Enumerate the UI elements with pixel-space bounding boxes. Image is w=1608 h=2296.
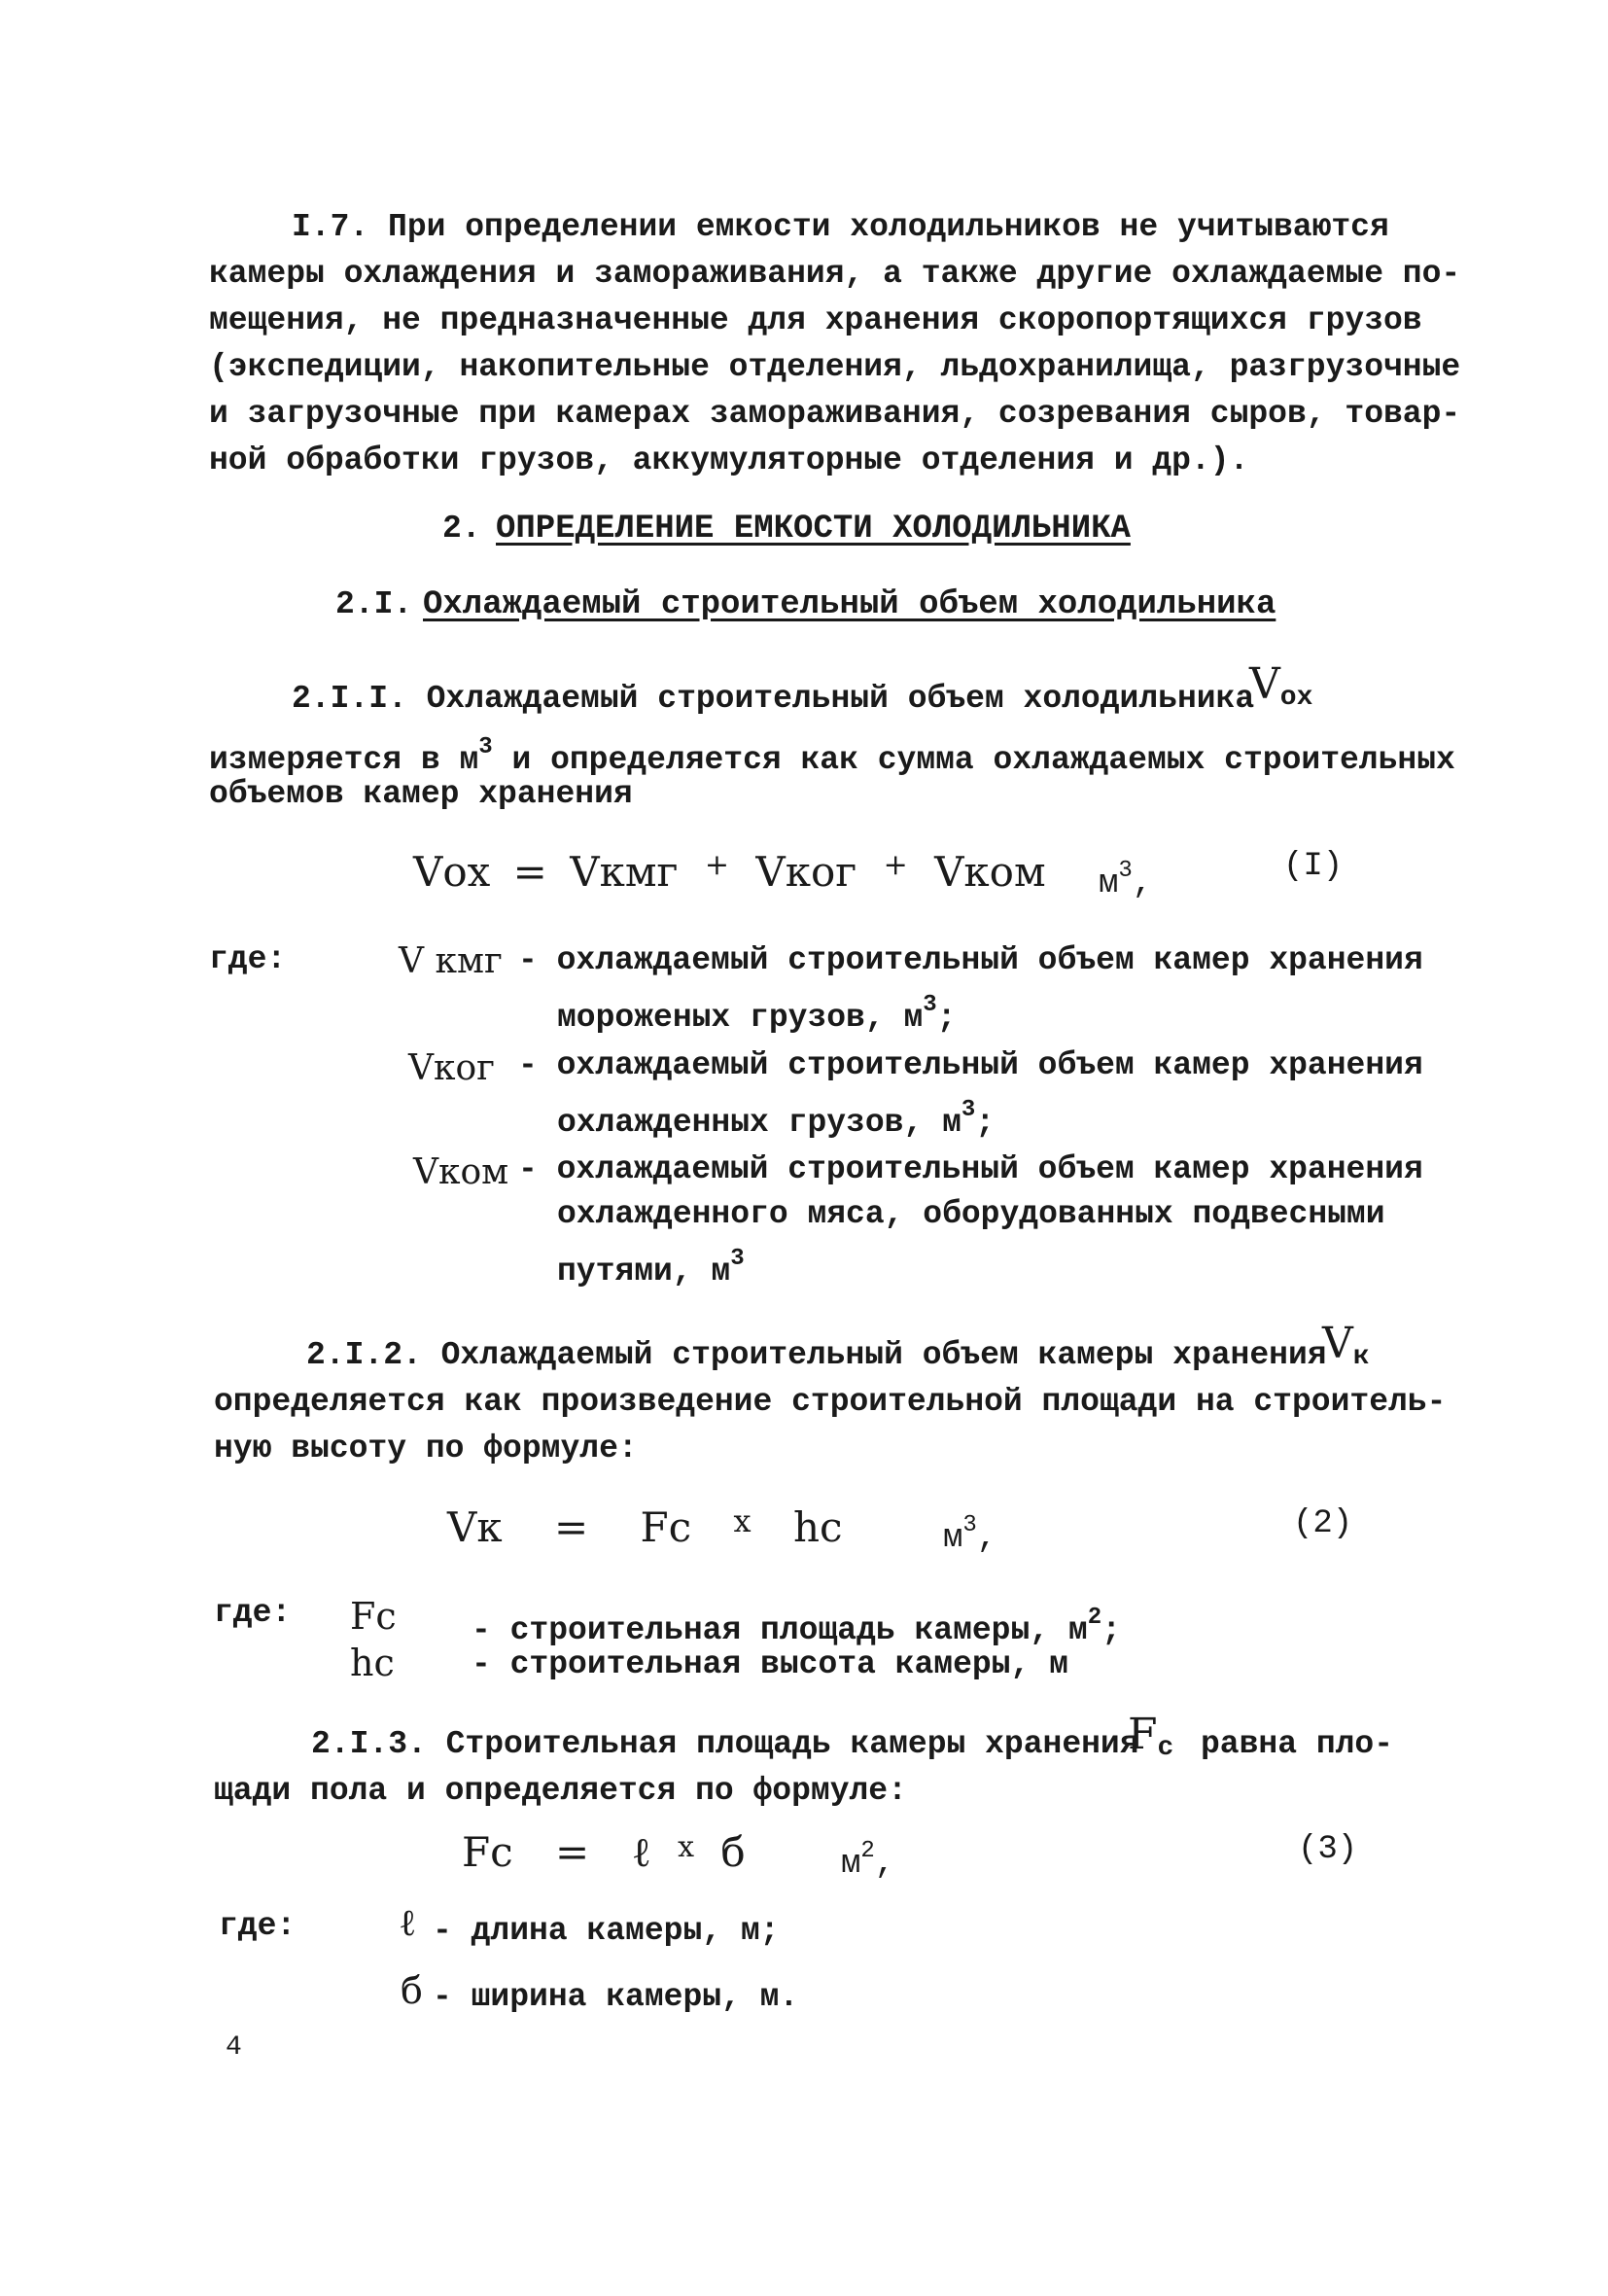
paragraph-2-1-2-line2: определяется как произведение строительной площади на строитель- (214, 1384, 1447, 1420)
paragraph-line: и загрузочные при камерах замораживания, созревания сыров, товар- (209, 396, 1461, 432)
vk-symbol: $V_к$ (1322, 1319, 1370, 1372)
symbol-length: ℓ (399, 1901, 417, 1944)
formula-3-unit: $м^2$, (841, 1838, 895, 1883)
paragraph-2-1-2-line3: ную высоту по формуле: (214, 1431, 638, 1466)
formula-3: Fс = ℓ $^х$ б (462, 1828, 746, 1876)
paragraph-2-1-1-line2: измеряется в $м^3$ и определяется как сумма охлаждаемых строительных (209, 734, 1455, 778)
section-2-title: ОПРЕДЕЛЕНИЕ ЕМКОСТИ ХОЛОДИЛЬНИКА (496, 511, 1131, 548)
formula-1: Vох = Vкмг + Vког + Vком (413, 848, 1046, 896)
paragraph-2-1-1-line1: 2.I.I. Охлаждаемый строительный объем холодильника (292, 681, 1255, 717)
formula-2-number: (2) (1293, 1505, 1353, 1542)
fc-symbol: $F_с$ (1128, 1710, 1174, 1763)
formula-2-unit: $м^3$, (943, 1512, 997, 1557)
symbol-vkom: Vком (413, 1152, 509, 1192)
definition-length: - длина камеры, м; (433, 1913, 780, 1949)
paragraph-2-1-3-line1-end: равна пло- (1201, 1726, 1394, 1762)
paragraph-line: (экспедиции, накопительные отделения, льдохранилища, разгрузочные (209, 349, 1461, 385)
vox-symbol: $V_{ох}$ (1249, 659, 1313, 713)
paragraph-2-1-2-line1: 2.I.2. Охлаждаемый строительный объем камеры хранения (306, 1337, 1327, 1373)
where-label: где: (209, 941, 287, 977)
paragraph-2-1-1-line3: объемов камер хранения (209, 776, 633, 812)
paragraph-line: камеры охлаждения и замораживания, а также другие охлаждаемые по- (209, 256, 1461, 292)
symbol-hc: hс (350, 1642, 395, 1684)
symbol-vkmg: V кмг (399, 941, 503, 981)
where-label: где: (219, 1908, 297, 1944)
section-2-1-number: 2.I. (335, 586, 413, 622)
formula-3-number: (3) (1298, 1831, 1358, 1868)
paragraph-line: ной обработки грузов, аккумуляторные отделения и др.). (209, 442, 1249, 478)
paragraph-2-1-3-line2: щади пола и определяется по формуле: (214, 1773, 907, 1809)
section-2-1-title: Охлаждаемый строительный объем холодильника (423, 586, 1276, 623)
definition-hc: - строительная высота камеры, м (472, 1646, 1068, 1682)
section-2-number: 2. (442, 511, 481, 547)
paragraph-2-1-3-line1: 2.I.3. Строительная площадь камеры хранения (311, 1726, 1139, 1762)
definition-fc: - строительная площадь камеры, $м^2$; (472, 1605, 1121, 1648)
where-label: где: (214, 1595, 292, 1631)
definition-vkmg: - охлаждаемый строительный объем камер хранения мороженых грузов, $м^3$; (518, 942, 1423, 1036)
symbol-fc: Fс (350, 1595, 397, 1638)
paragraph-line: I.7. При определении емкости холодильников не учитываются (292, 209, 1389, 245)
definition-width: - ширина камеры, м. (433, 1979, 799, 2015)
paragraph-line: мещения, не предназначенные для хранения скоропортящихся грузов (209, 302, 1422, 338)
formula-1-number: (I) (1283, 848, 1344, 885)
definition-vkog: - охлаждаемый строительный объем камер хранения охлажденных грузов, $м^3$; (518, 1047, 1423, 1141)
definition-vkom: - охлаждаемый строительный объем камер хранения охлажденного мяса, оборудованных подвесными путями, $м^3$ (518, 1151, 1423, 1289)
formula-2: Vк = Fс $^х$ hс (447, 1502, 843, 1551)
page-number: 4 (226, 2032, 242, 2063)
formula-1-unit: $м^3$, (1099, 858, 1153, 902)
symbol-vkog: Vког (408, 1048, 496, 1088)
symbol-width: б (401, 1969, 423, 2012)
